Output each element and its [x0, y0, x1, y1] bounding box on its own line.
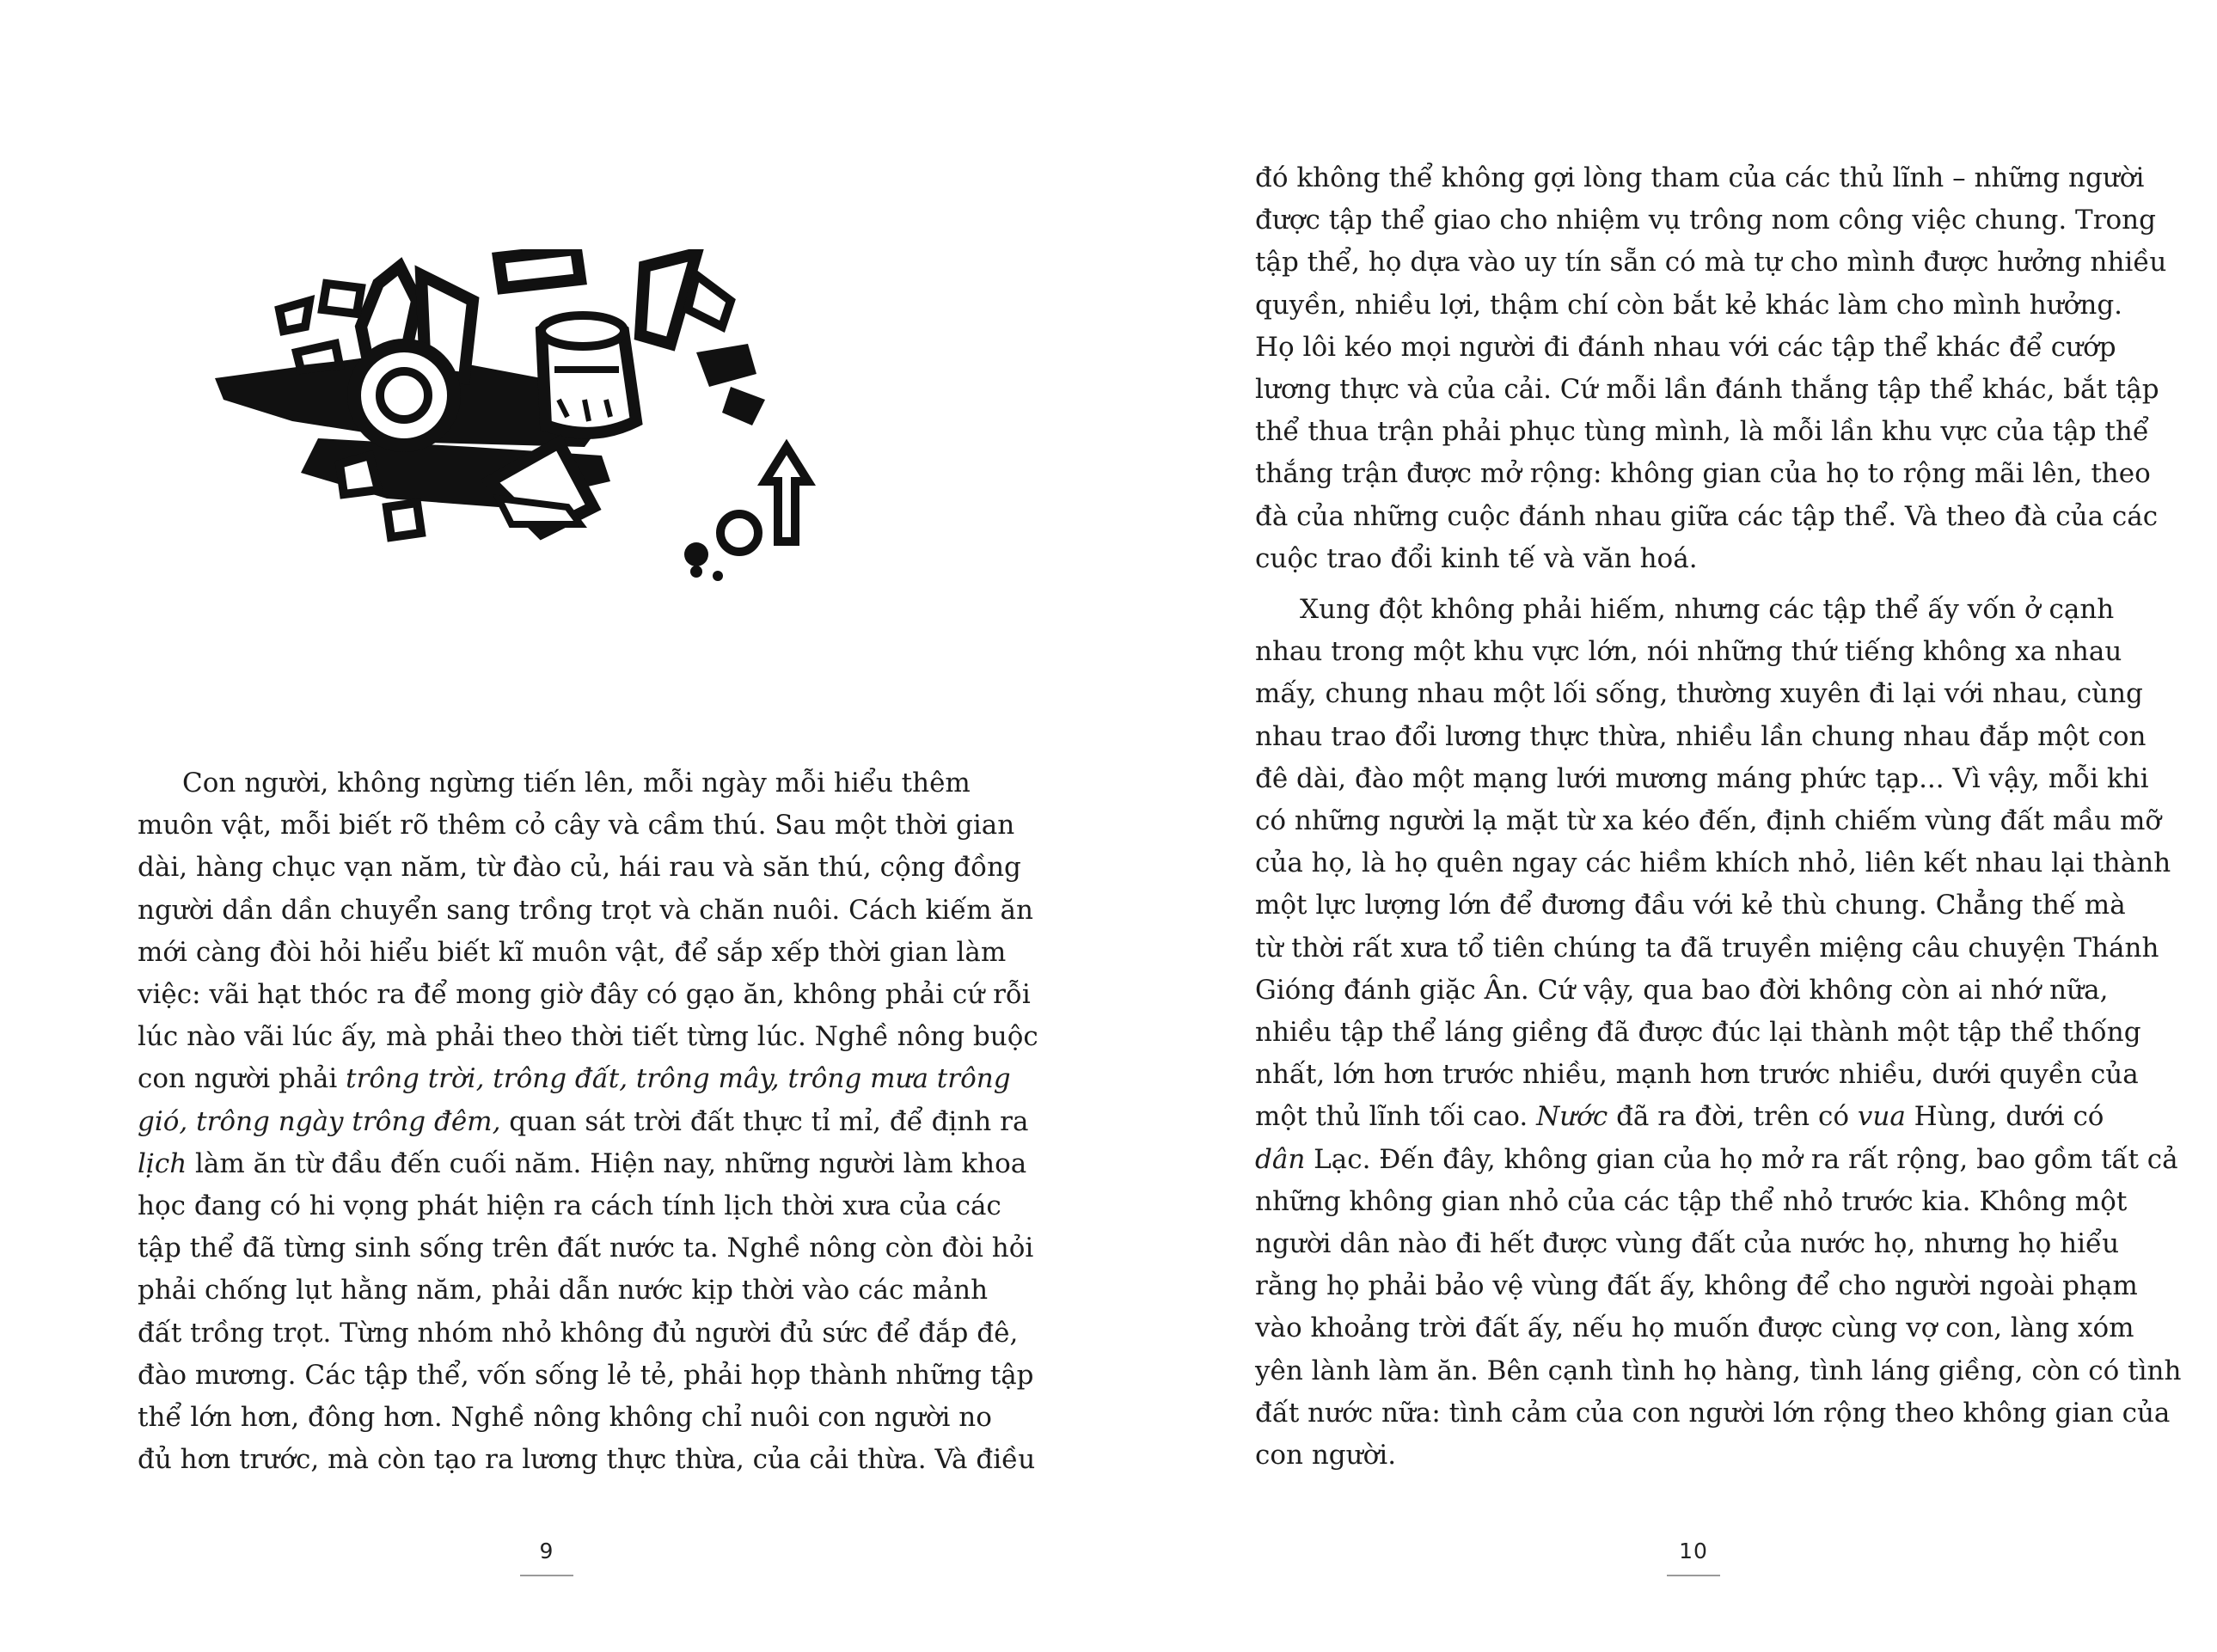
text-line: thắng trận được mở rộng: không gian của họ to rộng mãi lên, theo — [1255, 458, 2151, 490]
text-line: đất nước nữa: tình cảm của con người lớn rộng theo không gian của — [1255, 1397, 2171, 1429]
left-page-body-text — [138, 762, 1038, 1481]
text-line: dài, hàng chục vạn năm, từ đào củ, hái rau và săn thú, cộng đồng — [138, 852, 1021, 884]
text-line: nhiều tập thể láng giềng đã được đúc lại thành một tập thể thống — [1255, 1017, 2141, 1049]
text-line: người dân nào đi hết được vùng đất của nước họ, nhưng họ hiểu — [1255, 1228, 2120, 1260]
page-number-rule — [520, 1575, 573, 1576]
text-line: học đang có hi vọng phát hiện ra cách tính lịch thời xưa của các — [138, 1190, 1001, 1222]
text-line: có những người lạ mặt từ xa kéo đến, định chiếm vùng đất mầu mỡ — [1255, 805, 2162, 837]
text-run-italic: dân — [1255, 1143, 1306, 1175]
text-line: Họ lôi kéo mọi người đi đánh nhau với các tập thể khác để cướp — [1255, 331, 2116, 363]
text-line: tập thể, họ dựa vào uy tín sẵn có mà tự cho mình được hưởng nhiều — [1255, 247, 2167, 278]
text-line: một lực lượng lớn để đương đầu với kẻ thù chung. Chẳng thế mà — [1255, 890, 2126, 921]
text-run: Hùng, dưới có — [1905, 1101, 2104, 1133]
text-line: nhau trao đổi lương thực thừa, nhiều lần chung nhau đắp một con — [1255, 720, 2147, 752]
text-run: quan sát trời đất thực tỉ mỉ, để định ra — [500, 1105, 1029, 1137]
text-line: việc: vãi hạt thóc ra để mong giờ đây có gạo ăn, không phải cứ rỗi — [138, 979, 1031, 1011]
text-run: Lạc. Đến đây, không gian của họ mở ra rất rộng, bao gồm tất cả — [1305, 1143, 2178, 1175]
text-line: cuộc trao đổi kinh tế và văn hoá. — [1255, 542, 1698, 574]
ink-illustration — [215, 249, 851, 645]
page-number: 10 — [1679, 1539, 1708, 1563]
text-line — [1255, 1139, 2178, 1181]
text-line: người dần dần chuyển sang trồng trọt và chăn nuôi. Cách kiếm ăn — [138, 894, 1033, 926]
text-line: yên lành làm ăn. Bên cạnh tình họ hàng, tình láng giềng, còn có tình — [1255, 1355, 2182, 1386]
text-line: tập thể đã từng sinh sống trên đất nước ta. Nghề nông còn đòi hỏi — [138, 1233, 1034, 1264]
text-line: lương thực và của cải. Cứ mỗi lần đánh thắng tập thể khác, bắt tập — [1255, 374, 2159, 406]
text-line: từ thời rất xưa tổ tiên chúng ta đã truyền miệng câu chuyện Thánh — [1255, 932, 2159, 964]
text-line — [138, 1058, 1011, 1100]
text-run: một thủ lĩnh tối cao. — [1255, 1101, 1537, 1133]
text-line: nhất, lớn hơn trước nhiều, mạnh hơn trước nhiều, dưới quyền của — [1255, 1059, 2139, 1091]
text-line: Gióng đánh giặc Ân. Cứ vậy, qua bao đời không còn ai nhớ nữa, — [1255, 974, 2109, 1006]
text-line: đó không thể không gợi lòng tham của các thủ lĩnh – những người — [1255, 162, 2145, 193]
page-number: 9 — [539, 1539, 554, 1563]
text-line: muôn vật, mỗi biết rõ thêm cỏ cây và cầm thú. Sau một thời gian — [138, 810, 1015, 841]
text-line: đào mương. Các tập thể, vốn sống lẻ tẻ, phải họp thành những tập — [138, 1359, 1034, 1391]
text-line: đất trồng trọt. Từng nhóm nhỏ không đủ người đủ sức để đắp đê, — [138, 1317, 1019, 1349]
text-line — [138, 1101, 1029, 1143]
text-run: làm ăn từ đầu đến cuối năm. Hiện nay, những người làm khoa — [187, 1147, 1027, 1179]
text-line: những không gian nhỏ của các tập thể nhỏ trước kia. Không một — [1255, 1185, 2128, 1217]
text-line: rằng họ phải bảo vệ vùng đất ấy, không để cho người ngoài phạm — [1255, 1270, 2138, 1302]
text-run-italic: Nước — [1536, 1101, 1608, 1133]
text-line: nhau trong một khu vực lớn, nói những thứ tiếng không xa nhau — [1255, 636, 2122, 668]
right-page — [1109, 0, 2217, 1652]
text-line: quyền, nhiều lợi, thậm chí còn bắt kẻ khác làm cho mình hưởng. — [1255, 289, 2123, 321]
text-run-italic: lịch — [138, 1147, 187, 1179]
text-line: đà của những cuộc đánh nhau giữa các tập thể. Và theo đà của các — [1255, 500, 2159, 532]
text-line: mấy, chung nhau một lối sống, thường xuyên đi lại với nhau, cùng — [1255, 678, 2143, 710]
text-line: được tập thể giao cho nhiệm vụ trông nom công việc chung. Trong — [1255, 205, 2156, 236]
text-line — [138, 1143, 1027, 1185]
text-run: đã ra đời, trên có — [1608, 1101, 1858, 1133]
text-line: lúc nào vãi lúc ấy, mà phải theo thời tiết từng lúc. Nghề nông buộc — [138, 1021, 1038, 1053]
text-line: thể thua trận phải phục tùng mình, là mỗi lần khu vực của tập thể — [1255, 416, 2149, 448]
page-number-rule — [1667, 1575, 1720, 1576]
text-run-italic: vua — [1857, 1101, 1906, 1133]
text-line — [1255, 1096, 2104, 1138]
text-line: đê dài, đào một mạng lưới mương máng phức tạp... Vì vậy, mỗi khi — [1255, 762, 2149, 794]
text-line: phải chống lụt hằng năm, phải dẫn nước kịp thời vào các mảnh — [138, 1275, 989, 1306]
text-line: của họ, là họ quên ngay các hiềm khích nhỏ, liên kết nhau lại thành — [1255, 847, 2171, 879]
text-line: đủ hơn trước, mà còn tạo ra lương thực thừa, của cải thừa. Và điều — [138, 1444, 1036, 1476]
text-line: mới càng đòi hỏi hiểu biết kĩ muôn vật, để sắp xếp thời gian làm — [138, 936, 1007, 968]
text-line: con người. — [1255, 1440, 1397, 1472]
right-page-body-text — [1255, 157, 2182, 1477]
text-run-italic: gió, trông ngày trông đêm, — [138, 1105, 501, 1137]
text-line: Con người, không ngừng tiến lên, mỗi ngày mỗi hiểu thêm — [182, 768, 971, 798]
text-line: Xung đột không phải hiếm, nhưng các tập thể ấy vốn ở cạnh — [1300, 594, 2115, 626]
text-line: thể lớn hơn, đông hơn. Nghề nông không chỉ nuôi con người no — [138, 1402, 992, 1434]
text-run: con người phải — [138, 1063, 346, 1095]
text-run-italic: trông trời, trông đất, trông mây, trông mưa trông — [346, 1063, 1011, 1095]
text-line: vào khoảng trời đất ấy, nếu họ muốn được cùng vợ con, làng xóm — [1255, 1312, 2134, 1344]
